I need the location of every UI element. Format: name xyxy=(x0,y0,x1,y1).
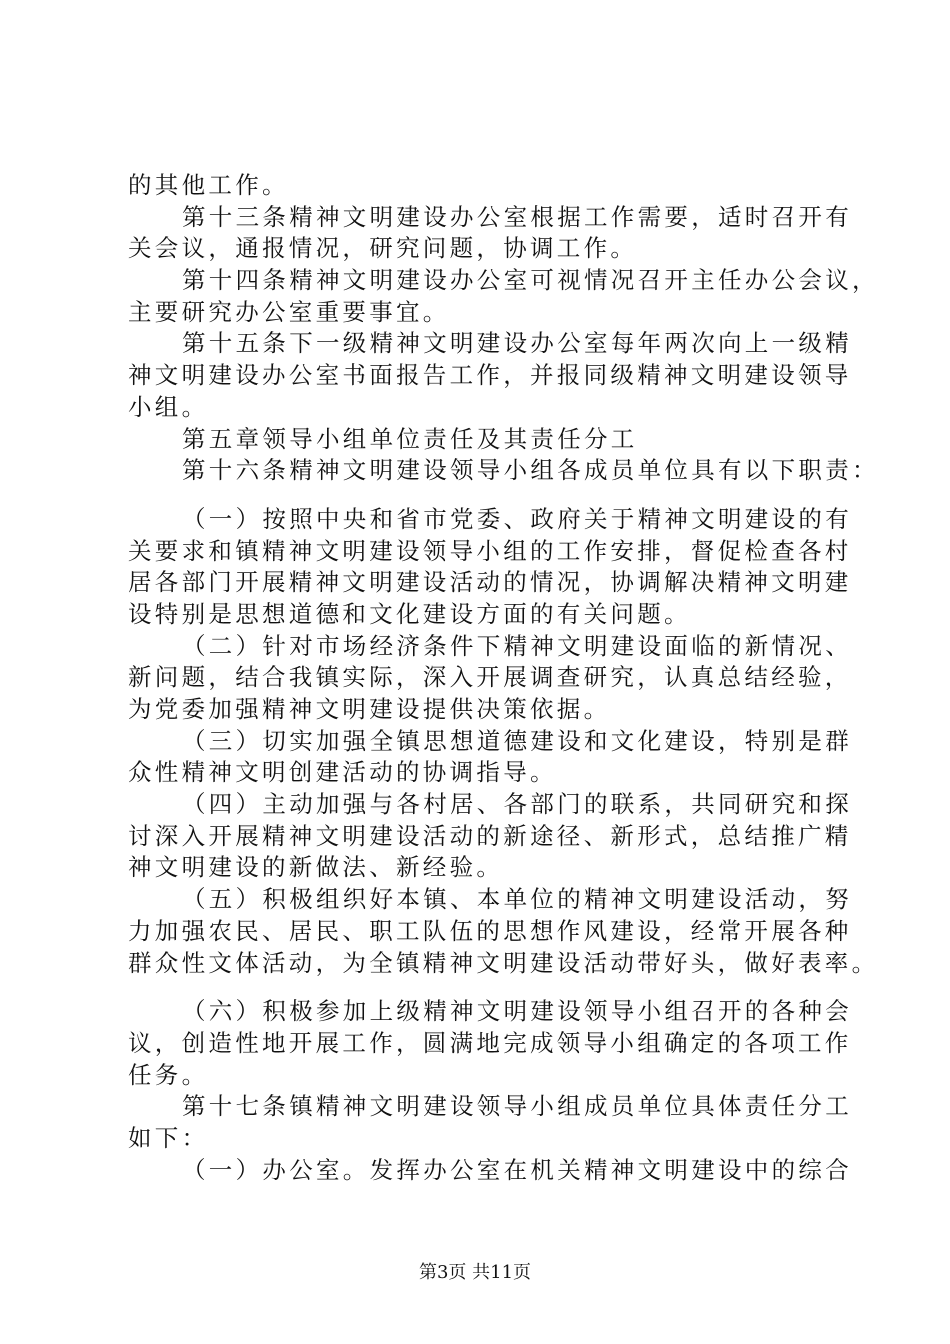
text-line: 小组。 xyxy=(128,392,209,421)
document-body xyxy=(128,170,879,1186)
text-line: 如下： xyxy=(128,1123,209,1152)
text-line: （五）积极组织好本镇、本单位的精神文明建设活动，努 xyxy=(182,885,852,914)
text-line: 群众性文体活动，为全镇精神文明建设活动带好头，做好表率。 xyxy=(128,948,879,977)
text-line: 居各部门开展精神文明建设活动的情况，协调解决精神文明建 xyxy=(128,568,852,597)
text-line: （一）办公室。发挥办公室在机关精神文明建设中的综合 xyxy=(182,1155,852,1184)
text-line: 讨深入开展精神文明建设活动的新途径、新形式，总结推广精 xyxy=(128,821,852,850)
text-line: 第十五条下一级精神文明建设办公室每年两次向上一级精 xyxy=(182,329,852,358)
text-line: 关会议，通报情况，研究问题，协调工作。 xyxy=(128,234,638,263)
text-line: （一）按照中央和省市党委、政府关于精神文明建设的有 xyxy=(182,504,852,533)
text-line: 神文明建设的新做法、新经验。 xyxy=(128,853,504,882)
text-line: 第十六条精神文明建设领导小组各成员单位具有以下职责： xyxy=(182,456,879,485)
text-line: 设特别是思想道德和文化建设方面的有关问题。 xyxy=(128,599,691,628)
text-line: 议，创造性地开展工作，圆满地完成领导小组确定的各项工作 xyxy=(128,1028,852,1057)
text-line: （三）切实加强全镇思想道德建设和文化建设，特别是群 xyxy=(182,726,852,755)
paragraph-gap xyxy=(128,979,834,996)
text-line: 众性精神文明创建活动的协调指导。 xyxy=(128,758,557,787)
text-line: 主要研究办公室重要事宜。 xyxy=(128,297,450,326)
text-line: 的其他工作。 xyxy=(128,171,289,199)
text-line: （二）针对市场经济条件下精神文明建设面临的新情况、 xyxy=(182,631,852,660)
text-line: 第五章领导小组单位责任及其责任分工 xyxy=(182,424,638,453)
text-line: 力加强农民、居民、职工队伍的思想作风建设，经常开展各种 xyxy=(128,916,852,945)
paragraph-gap xyxy=(128,487,834,504)
text-line: 关要求和镇精神文明建设领导小组的工作安排，督促检查各村 xyxy=(128,536,852,565)
text-line: 第十四条精神文明建设办公室可视情况召开主任办公会议， xyxy=(182,266,879,295)
text-line: 为党委加强精神文明建设提供决策依据。 xyxy=(128,695,611,723)
text-line: 第十三条精神文明建设办公室根据工作需要，适时召开有 xyxy=(182,202,852,231)
text-line: （四）主动加强与各村居、各部门的联系，共同研究和探 xyxy=(182,790,852,819)
text-line: 任务。 xyxy=(128,1060,209,1089)
text-line: 新问题，结合我镇实际，深入开展调查研究，认真总结经验， xyxy=(128,663,852,692)
text-line: 神文明建设办公室书面报告工作，并报同级精神文明建设领导 xyxy=(128,361,852,390)
page-footer: 第3页 共11页 xyxy=(418,1262,532,1283)
text-line: 第十七条镇精神文明建设领导小组成员单位具体责任分工 xyxy=(182,1092,852,1121)
text-line: （六）积极参加上级精神文明建设领导小组召开的各种会 xyxy=(182,997,852,1026)
